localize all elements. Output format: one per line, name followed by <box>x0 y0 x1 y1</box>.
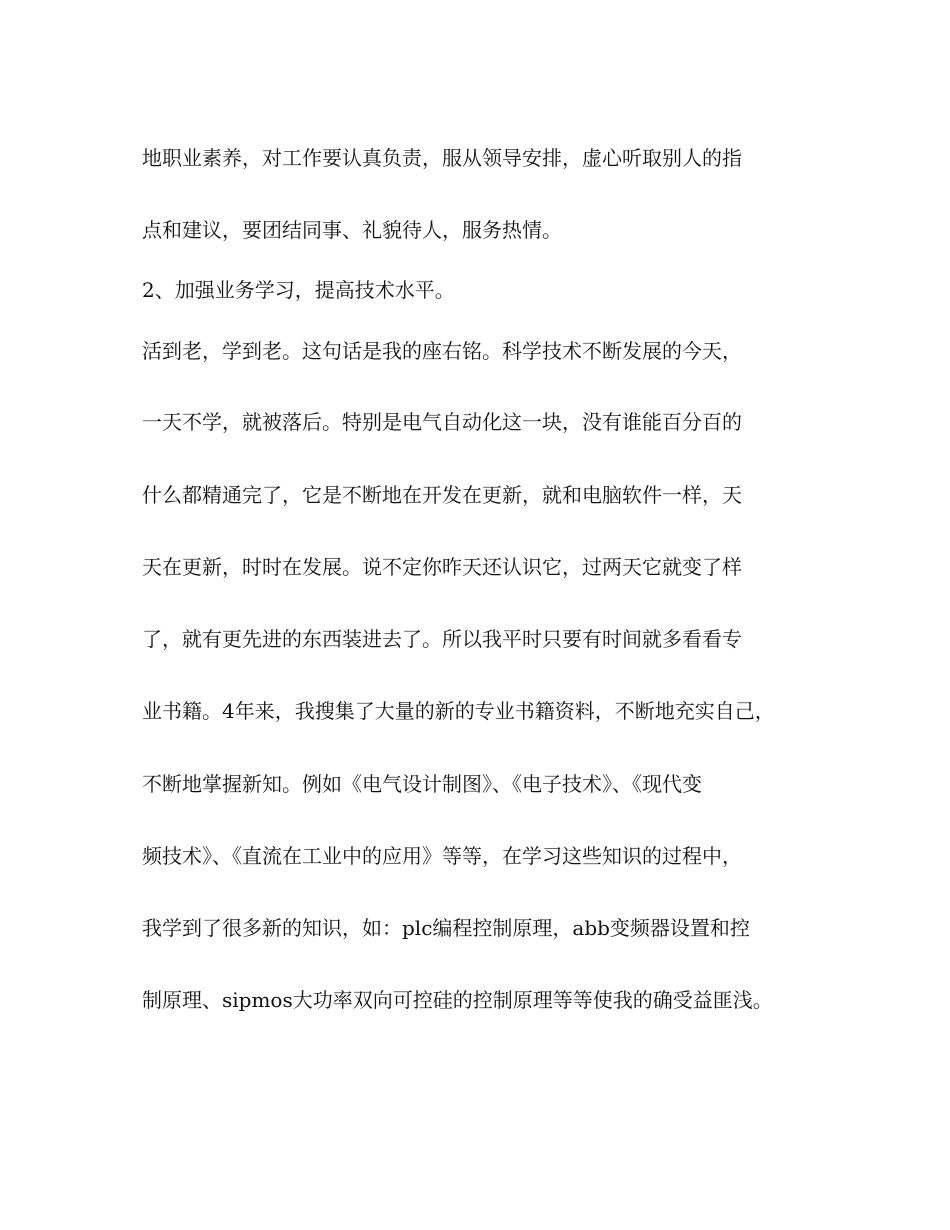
text-line: 不断地掌握新知。例如《电气设计制图》、《电子技术》、《现代变 <box>142 772 702 796</box>
text-line: 点和建议，要团结同事、礼貌待人，服务热情。 <box>142 218 562 242</box>
text-line: 了，就有更先进的东西装进去了。所以我平时只要有时间就多看看专 <box>142 627 742 651</box>
text-line: 什么都精通完了，它是不断地在开发在更新，就和电脑软件一样，天 <box>142 483 742 507</box>
text-line: 一天不学，就被落后。特别是电气自动化这一块，没有谁能百分百的 <box>142 410 742 434</box>
text-line: 天在更新，时时在发展。说不定你昨天还认识它，过两天它就变了样 <box>142 555 742 579</box>
text-line: 我学到了很多新的知识，如：plc编程控制原理，abb变频器设置和控 <box>142 916 750 940</box>
text-line: 地职业素养，对工作要认真负责，服从领导安排，虚心听取别人的指 <box>142 146 742 170</box>
text-line: 活到老，学到老。这句话是我的座右铭。科学技术不断发展的今天， <box>142 339 742 363</box>
text-line: 制原理、sipmos大功率双向可控硅的控制原理等等使我的确受益匪浅。 <box>142 988 773 1012</box>
text-line: 频技术》、《直流在工业中的应用》等等，在学习这些知识的过程中， <box>142 844 742 868</box>
text-line: 业书籍。4年来，我搜集了大量的新的专业书籍资料，不断地充实自己， <box>142 699 775 723</box>
section-heading: 2、加强业务学习，提高技术水平。 <box>142 278 455 302</box>
